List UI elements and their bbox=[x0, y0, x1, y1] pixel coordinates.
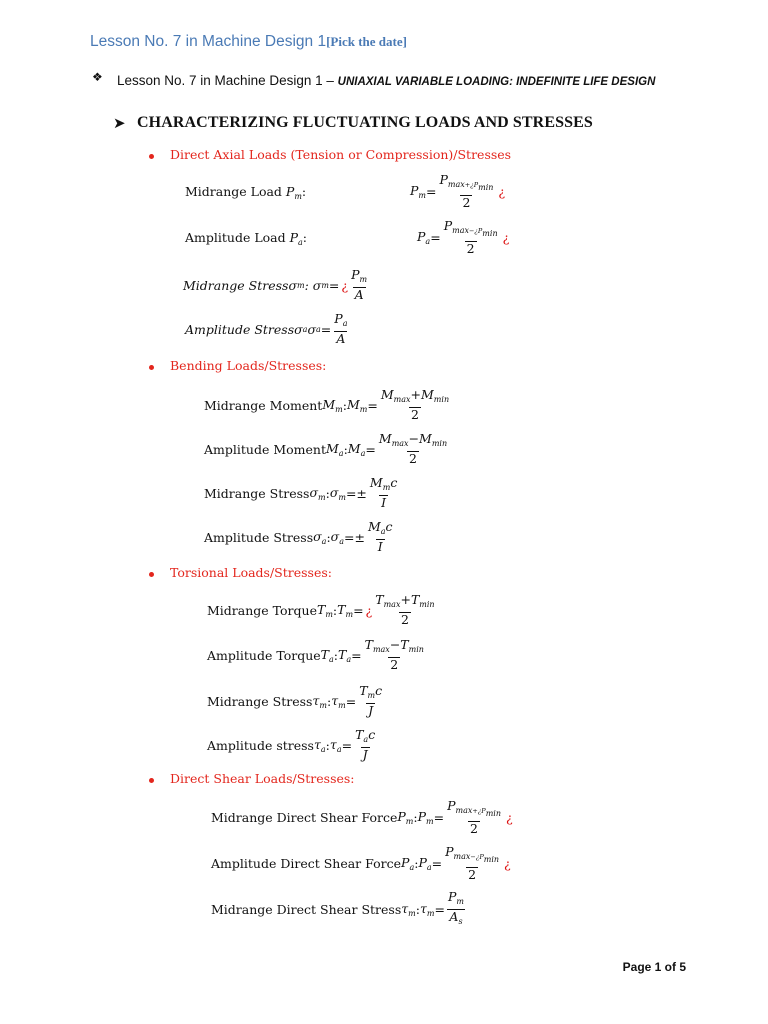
amplitude-shear-force-formula: Amplitude Direct Shear Force $P_a$ : $P_a$ = $\frac{P_{max-¿P_{min}}}{2}$ ¿ bbox=[211, 844, 511, 882]
midrange-load-label: Midrange Load $P_m$: bbox=[185, 184, 307, 201]
bullet-shear: Direct Shear Loads/Stresses: bbox=[170, 771, 355, 786]
midrange-shear-force-formula: Midrange Direct Shear Force $P_m$ : $P_m$ = $\frac{P_{max+¿P_{min}}}{2}$ ¿ bbox=[211, 798, 513, 836]
amplitude-torque-formula: Amplitude Torque $T_a$ : $T_a$ = $\frac{T_{max}-T_{min}}{2}$ bbox=[207, 637, 424, 672]
bullet-dot-icon bbox=[149, 365, 154, 370]
bullet-torsional: Torsional Loads/Stresses: bbox=[170, 565, 332, 580]
amplitude-stress-axial-formula: Amplitude Stress σ a σ a = $\frac{P_a}{A}$ bbox=[185, 311, 348, 346]
header-title: Lesson No. 7 in Machine Design 1 bbox=[90, 33, 327, 50]
midrange-stress-bending-formula: Midrange Stress $\sigma_m$ : $\sigma_m$ =± $\frac{M_mc}{I}$ bbox=[204, 475, 398, 510]
date-placeholder[interactable]: [Pick the date] bbox=[326, 34, 407, 49]
amplitude-moment-formula: Amplitude Moment $M_a$ : $M_a$ = $\frac{M_{max}-M_{min}}{2}$ bbox=[204, 431, 448, 466]
midrange-stress-axial-formula: Midrange Stress σ m : σ m = ¿ $\frac{P_m}{A}$ bbox=[183, 267, 368, 302]
midrange-load-formula: $P_m$ = $\frac{P_{max+¿P_{min}}}{2}$ ¿ bbox=[410, 172, 506, 210]
bullet-bending: Bending Loads/Stresses: bbox=[170, 358, 327, 373]
bullet-axial: Direct Axial Loads (Tension or Compression)/Stresses bbox=[170, 147, 512, 162]
amplitude-load-formula: $P_a$ = $\frac{P_{max-¿P_{min}}}{2}$ ¿ bbox=[417, 218, 510, 256]
midrange-shear-stress-formula: Midrange Direct Shear Stress $\tau_m$ : $\tau_m$ = $\frac{P_m}{A_s}$ bbox=[211, 890, 467, 929]
arrow-bullet-icon: ➤ bbox=[113, 114, 126, 132]
midrange-stress-torsion-formula: Midrange Stress $\tau_m$ : $\tau_m$ = $\frac{T_mc}{J}$ bbox=[207, 683, 383, 718]
section-title: CHARACTERIZING FLUCTUATING LOADS AND STRESSES bbox=[137, 114, 593, 131]
midrange-torque-formula: Midrange Torque $T_m$ : $T_m$ = ¿ $\frac{T_{max}+T_{min}}{2}$ bbox=[207, 592, 435, 627]
running-header bbox=[90, 33, 407, 51]
midrange-moment-formula: Midrange Moment $M_m$ : $M_m$ = $\frac{M_{max}+M_{min}}{2}$ bbox=[204, 387, 450, 422]
page-number: Page 1 of 5 bbox=[622, 960, 686, 974]
amplitude-stress-bending-formula: Amplitude Stress $\sigma_a$ : $\sigma_a$ =± $\frac{M_ac}{I}$ bbox=[204, 519, 393, 554]
diamond-bullet-icon: ❖ bbox=[92, 70, 103, 84]
bullet-dot-icon bbox=[149, 778, 154, 783]
amplitude-load-label: Amplitude Load $P_a$: bbox=[185, 230, 307, 247]
lesson-line bbox=[117, 72, 677, 91]
amplitude-stress-torsion-formula: Amplitude stress $\tau_a$ : $\tau_a$ = $\frac{T_ac}{J}$ bbox=[207, 727, 376, 762]
bullet-dot-icon bbox=[149, 572, 154, 577]
lesson-subtitle: UNIAXIAL VARIABLE LOADING: INDEFINITE LIFE DESIGN bbox=[337, 76, 656, 88]
lesson-text: Lesson No. 7 in Machine Design 1 – bbox=[117, 73, 338, 88]
bullet-dot-icon bbox=[149, 154, 154, 159]
